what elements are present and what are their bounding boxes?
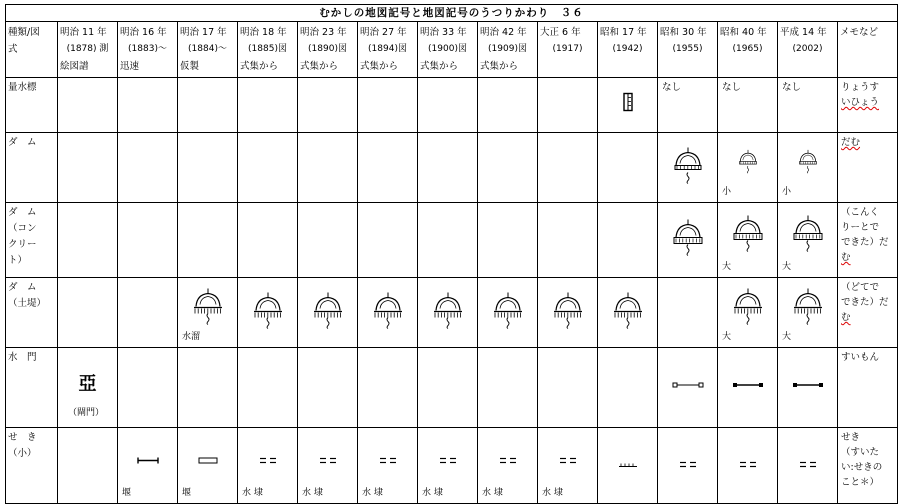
header-kind-text: 種類/図 <box>8 27 40 38</box>
memo-cell <box>838 348 898 428</box>
symbol-cell <box>58 278 118 348</box>
symbol-cell <box>58 348 118 428</box>
symbol-cell <box>478 78 538 133</box>
dam-embankment-icon <box>491 290 525 330</box>
cell-note: （閘門） <box>68 408 105 418</box>
row-label-text: クリー <box>8 239 37 250</box>
year-label: (1942) <box>612 44 643 54</box>
symbol-cell <box>778 348 838 428</box>
symbol-cell <box>418 203 478 278</box>
memo-text: む <box>841 312 851 323</box>
symbol-cell <box>118 203 178 278</box>
map-symbol-table <box>5 4 898 504</box>
weir-icon <box>797 460 819 468</box>
weir-icon <box>317 456 339 464</box>
symbol-cell <box>598 348 658 428</box>
symbol-cell <box>298 278 358 348</box>
cell-note: 水 埭 <box>422 488 443 498</box>
row-label-cell <box>6 428 58 504</box>
symbol-cell <box>778 278 838 348</box>
memo-header: メモなど <box>840 27 879 38</box>
header-era-cell <box>178 22 238 78</box>
memo-cell <box>838 203 898 278</box>
header-row <box>6 22 898 78</box>
sluice-gate-glyph: 亞 <box>78 373 97 395</box>
memo-text: できた）だ <box>841 237 889 248</box>
symbol-cell <box>538 348 598 428</box>
dam-embankment-icon <box>431 290 465 330</box>
cell-note: 堰 <box>182 488 192 498</box>
symbol-cell <box>778 428 838 504</box>
year-label: (1878) 測 <box>66 44 109 54</box>
symbol-wrap <box>792 380 824 395</box>
symbol-cell <box>598 133 658 203</box>
memo-text: すいもん <box>841 352 880 363</box>
source-label: 式集から <box>360 61 399 72</box>
symbol-cell <box>298 78 358 133</box>
table-row <box>6 133 898 203</box>
header-era-cell <box>58 22 118 78</box>
symbol-cell <box>658 203 718 278</box>
symbol-cell <box>298 133 358 203</box>
row-label-cell <box>6 78 58 133</box>
row-label-text: せ き <box>8 432 37 443</box>
symbol-wrap <box>731 214 765 259</box>
symbol-cell <box>538 428 598 504</box>
year-label: (1894)図 <box>368 44 407 54</box>
symbol-wrap <box>671 145 705 190</box>
header-era-cell <box>718 22 778 78</box>
dam-small-icon <box>737 149 759 175</box>
symbol-wrap <box>671 218 705 263</box>
table-row <box>6 203 898 278</box>
symbol-cell <box>478 203 538 278</box>
memo-text: だむ <box>841 137 861 148</box>
header-kind-cell <box>6 22 58 78</box>
dam-small-icon <box>797 149 819 175</box>
weir-icon <box>677 460 699 468</box>
symbol-cell <box>178 203 238 278</box>
symbol-wrap <box>797 149 819 180</box>
symbol-cell <box>598 278 658 348</box>
dam-embankment-icon <box>191 287 225 327</box>
symbol-cell <box>358 278 418 348</box>
dam-embankment-icon <box>311 290 345 330</box>
weir-icon <box>497 456 519 464</box>
year-label: (1965) <box>732 44 763 54</box>
memo-text: できた）だ <box>841 297 889 308</box>
table-row <box>6 78 898 133</box>
symbol-wrap <box>731 287 765 332</box>
header-era-cell <box>598 22 658 78</box>
weir-icon <box>557 456 579 464</box>
dam-small-icon <box>671 145 705 185</box>
symbol-cell <box>778 203 838 278</box>
symbol-cell <box>418 278 478 348</box>
year-label: (2002) <box>792 44 823 54</box>
memo-text: いひょう <box>841 97 880 108</box>
row-label-text: 量水標 <box>8 82 37 93</box>
symbol-wrap <box>251 290 285 335</box>
header-era-cell <box>238 22 298 78</box>
symbol-cell <box>538 78 598 133</box>
dam-embankment-icon <box>731 287 765 327</box>
symbol-cell <box>718 133 778 203</box>
symbol-cell <box>358 133 418 203</box>
symbol-cell <box>538 278 598 348</box>
year-label: (1909)図 <box>488 44 527 54</box>
symbol-wrap <box>737 149 759 180</box>
cell-note: なし <box>782 82 802 93</box>
symbol-cell <box>358 78 418 133</box>
source-label: 式集から <box>300 61 339 72</box>
era-label: 明治 11 年 <box>60 27 107 38</box>
symbol-cell <box>478 133 538 203</box>
water-gauge-icon <box>621 92 635 114</box>
weir-icon <box>257 456 279 464</box>
memo-cell <box>838 133 898 203</box>
symbol-wrap <box>136 454 160 469</box>
symbol-cell <box>118 278 178 348</box>
symbol-cell <box>58 428 118 504</box>
symbol-cell <box>298 203 358 278</box>
symbol-cell <box>58 133 118 203</box>
header-era-cell <box>658 22 718 78</box>
year-label: (1885)図 <box>248 44 287 54</box>
symbol-cell <box>538 133 598 203</box>
cell-note: 水 埭 <box>362 488 383 498</box>
symbol-cell <box>418 78 478 133</box>
symbol-cell <box>298 428 358 504</box>
symbol-cell <box>718 203 778 278</box>
year-label: (1884)～ <box>188 44 227 54</box>
dam-concrete-icon <box>671 218 705 258</box>
symbol-wrap <box>257 454 279 469</box>
row-label-text: 水 門 <box>8 352 37 363</box>
symbol-cell <box>718 278 778 348</box>
symbol-wrap <box>491 290 525 335</box>
year-label: (1955) <box>672 44 703 54</box>
symbol-cell <box>178 78 238 133</box>
symbol-wrap <box>732 380 764 395</box>
symbol-cell <box>778 133 838 203</box>
symbol-cell <box>658 133 718 203</box>
memo-text: こと＊） <box>841 477 880 488</box>
source-label: 迅速 <box>120 61 140 72</box>
source-label: 仮製 <box>180 61 200 72</box>
symbol-cell <box>718 78 778 133</box>
symbol-cell <box>298 348 358 428</box>
cell-note: 水 埭 <box>242 488 263 498</box>
cell-note: なし <box>662 82 682 93</box>
cell-note: 小 <box>782 187 792 197</box>
cell-note: 水 埭 <box>302 488 323 498</box>
symbol-wrap <box>737 458 759 473</box>
symbol-cell <box>478 348 538 428</box>
row-label-text: ダ ム <box>8 137 37 148</box>
symbol-wrap <box>791 287 825 332</box>
symbol-cell <box>718 348 778 428</box>
symbol-wrap <box>311 290 345 335</box>
year-label: (1917) <box>552 44 583 54</box>
symbol-cell <box>358 203 418 278</box>
symbol-wrap <box>377 454 399 469</box>
symbol-cell <box>118 78 178 133</box>
memo-text: りーとで <box>841 222 880 233</box>
source-label: 式集から <box>420 61 459 72</box>
symbol-cell <box>478 428 538 504</box>
symbol-cell <box>418 348 478 428</box>
header-era-cell <box>298 22 358 78</box>
symbol-cell <box>58 203 118 278</box>
row-label-text: （小） <box>8 448 37 459</box>
year-label: (1890)図 <box>308 44 347 54</box>
symbol-wrap <box>617 458 639 473</box>
dam-embankment-icon <box>791 287 825 327</box>
row-label-text: ト） <box>8 255 28 266</box>
memo-text: （すいた <box>841 447 880 458</box>
source-label: 式集から <box>480 61 519 72</box>
symbol-cell <box>658 278 718 348</box>
era-label: 明治 18 年 <box>240 27 287 38</box>
symbol-wrap <box>791 214 825 259</box>
header-era-cell <box>418 22 478 78</box>
symbol-cell <box>118 348 178 428</box>
symbol-cell <box>358 428 418 504</box>
sluice-gate-icon <box>792 380 824 390</box>
symbol-cell <box>538 203 598 278</box>
symbol-wrap <box>677 458 699 473</box>
symbol-cell <box>658 348 718 428</box>
row-label-text: （土堤） <box>8 298 47 309</box>
weir-icon <box>737 460 759 468</box>
symbol-cell <box>238 78 298 133</box>
memo-text: い:せきの <box>841 462 883 473</box>
dam-embankment-icon <box>251 290 285 330</box>
symbol-cell <box>418 428 478 504</box>
symbol-wrap <box>672 380 704 395</box>
year-label: (1900)図 <box>428 44 467 54</box>
symbol-wrap <box>431 290 465 335</box>
symbol-wrap <box>557 454 579 469</box>
symbol-cell <box>718 428 778 504</box>
header-era-cell <box>358 22 418 78</box>
cell-note: 大 <box>722 262 732 272</box>
table-row <box>6 348 898 428</box>
symbol-wrap <box>197 454 219 469</box>
cell-note: なし <box>722 82 742 93</box>
era-label: 明治 23 年 <box>300 27 347 38</box>
weir-icon <box>136 456 160 464</box>
cell-note: 大 <box>782 332 792 342</box>
header-era-cell <box>478 22 538 78</box>
row-label-cell <box>6 133 58 203</box>
symbol-wrap <box>551 290 585 335</box>
dam-concrete-icon <box>731 214 765 254</box>
memo-text: せき <box>841 432 861 443</box>
symbol-cell <box>178 428 238 504</box>
era-label: 明治 17 年 <box>180 27 227 38</box>
row-label-cell <box>6 278 58 348</box>
row-label-cell <box>6 203 58 278</box>
table-row <box>6 278 898 348</box>
dam-embankment-icon <box>551 290 585 330</box>
sluice-gate-icon <box>672 380 704 390</box>
symbol-cell <box>118 428 178 504</box>
symbol-wrap <box>611 290 645 335</box>
weir-icon <box>437 456 459 464</box>
source-label: 式集から <box>240 61 279 72</box>
symbol-cell <box>598 78 658 133</box>
symbol-cell <box>238 133 298 203</box>
cell-note: 水 埭 <box>482 488 503 498</box>
source-label: 絵図譜 <box>60 61 89 72</box>
memo-text: （こんく <box>841 207 880 218</box>
memo-text: りょうす <box>841 82 880 93</box>
memo-cell <box>838 78 898 133</box>
table-title: むかしの地図記号と地図記号のうつりかわり ３６ <box>6 5 898 22</box>
header-era-cell <box>118 22 178 78</box>
header-era-cell <box>538 22 598 78</box>
symbol-cell <box>58 78 118 133</box>
symbol-cell <box>178 278 238 348</box>
symbol-cell <box>478 278 538 348</box>
era-label: 昭和 30 年 <box>660 27 707 38</box>
symbol-wrap <box>317 454 339 469</box>
header-memo-cell <box>838 22 898 78</box>
symbol-cell <box>238 348 298 428</box>
header-kind-text: 式 <box>8 44 18 55</box>
weir-icon <box>377 456 399 464</box>
table-row <box>6 428 898 504</box>
row-label-text: ダ ム <box>8 282 37 293</box>
symbol-cell <box>358 348 418 428</box>
title-row <box>6 5 898 22</box>
symbol-wrap <box>797 458 819 473</box>
sluice-gate-icon <box>732 380 764 390</box>
cell-note: 大 <box>722 332 732 342</box>
symbol-cell <box>238 278 298 348</box>
row-label-cell <box>6 348 58 428</box>
symbol-cell <box>598 203 658 278</box>
cell-note: 大 <box>782 262 792 272</box>
header-era-cell <box>778 22 838 78</box>
symbol-wrap <box>437 454 459 469</box>
era-label: 明治 27 年 <box>360 27 407 38</box>
dam-embankment-icon <box>611 290 645 330</box>
symbol-wrap <box>497 454 519 469</box>
cell-note: 水 埭 <box>542 488 563 498</box>
symbol-cell <box>238 203 298 278</box>
era-label: 明治 33 年 <box>420 27 467 38</box>
symbol-cell <box>778 78 838 133</box>
weir-icon <box>197 456 219 464</box>
memo-cell <box>838 428 898 504</box>
cell-note: 堰 <box>122 488 132 498</box>
memo-text: （どてで <box>841 282 880 293</box>
symbol-wrap <box>621 92 635 119</box>
row-label-text: （コン <box>8 223 37 234</box>
symbol-cell <box>178 348 238 428</box>
weir-icon <box>617 460 639 468</box>
cell-note: 水溜 <box>182 332 201 342</box>
symbol-cell <box>658 78 718 133</box>
era-label: 大正 6 年 <box>540 27 581 38</box>
memo-cell <box>838 278 898 348</box>
symbol-cell <box>178 133 238 203</box>
cell-note: 小 <box>722 187 732 197</box>
era-label: 明治 42 年 <box>480 27 527 38</box>
era-label: 明治 16 年 <box>120 27 167 38</box>
symbol-cell <box>118 133 178 203</box>
dam-embankment-icon <box>371 290 405 330</box>
symbol-cell <box>658 428 718 504</box>
era-label: 昭和 40 年 <box>720 27 767 38</box>
dam-concrete-icon <box>791 214 825 254</box>
symbol-cell <box>418 133 478 203</box>
symbol-cell <box>238 428 298 504</box>
era-label: 昭和 17 年 <box>600 27 647 38</box>
row-label-text: ダ ム <box>8 207 37 218</box>
memo-text: む <box>841 252 851 263</box>
symbol-wrap <box>191 287 225 332</box>
symbol-wrap <box>371 290 405 335</box>
era-label: 平成 14 年 <box>780 27 827 38</box>
year-label: (1883)～ <box>128 44 167 54</box>
symbol-cell <box>598 428 658 504</box>
